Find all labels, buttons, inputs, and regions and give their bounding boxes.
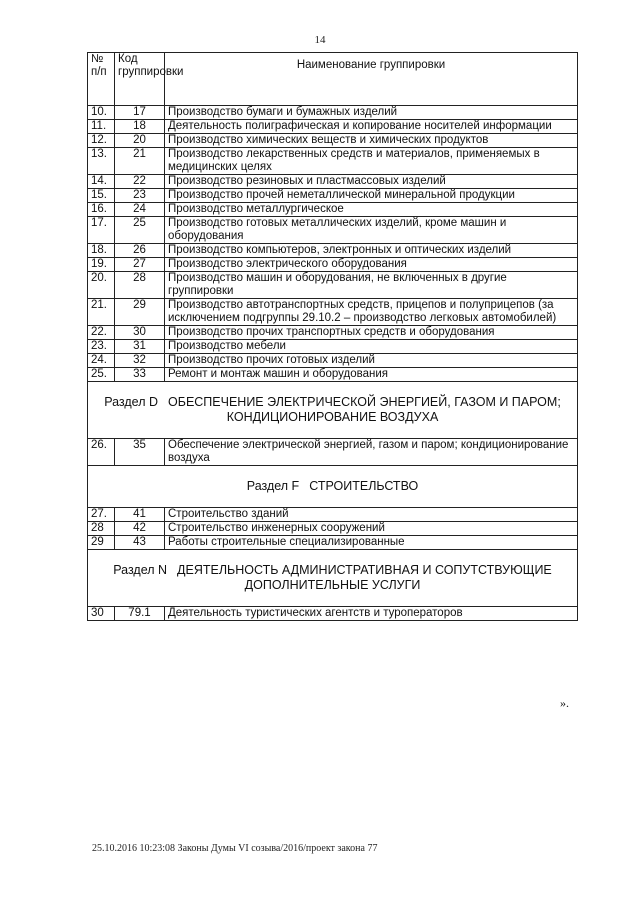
table-row — [88, 120, 578, 134]
row-name: Производство прочей неметаллической минеральной продукции — [165, 189, 578, 203]
row-code: 32 — [115, 354, 165, 368]
section-header-row — [88, 466, 578, 508]
row-code: 20 — [115, 134, 165, 148]
page-number: 14 — [314, 34, 326, 46]
document-footer: 25.10.2016 10:23:08 Законы Думы VI созыва/2016/проект закона 77 — [92, 843, 378, 854]
table-row — [88, 340, 578, 354]
section-header — [88, 550, 578, 607]
row-num: 11. — [88, 120, 115, 134]
row-code: 31 — [115, 340, 165, 354]
row-name: Производство автотранспортных средств, прицепов и полуприцепов (за исключением подгруппы 29.10.2 – производство легковых автомобилей) — [165, 299, 578, 326]
row-code: 17 — [115, 106, 165, 120]
table-row — [88, 522, 578, 536]
table-row — [88, 258, 578, 272]
classification-table — [87, 52, 578, 621]
row-code: 23 — [115, 189, 165, 203]
section-title: ДЕЯТЕЛЬНОСТЬ АДМИНИСТРАТИВНАЯ И СОПУТСТВУЮЩИЕ ДОПОЛНИТЕЛЬНЫЕ УСЛУГИ — [177, 563, 552, 592]
row-num: 17. — [88, 217, 115, 244]
table-row — [88, 244, 578, 258]
table-row — [88, 439, 578, 466]
table-row — [88, 354, 578, 368]
section-header — [88, 466, 578, 508]
row-code: 21 — [115, 148, 165, 175]
section-header-row — [88, 382, 578, 439]
row-code: 22 — [115, 175, 165, 189]
row-num: 30 — [88, 607, 115, 621]
table-header-row — [88, 53, 578, 106]
row-name: Производство бумаги и бумажных изделий — [165, 106, 578, 120]
section-header-row — [88, 550, 578, 607]
section-label: Раздел D — [104, 395, 159, 409]
closing-quote: ». — [560, 696, 569, 710]
table-row — [88, 134, 578, 148]
table-row — [88, 272, 578, 299]
table-body — [88, 106, 578, 621]
row-name: Деятельность туристических агентств и туроператоров — [165, 607, 578, 621]
row-code: 42 — [115, 522, 165, 536]
row-name: Строительство инженерных сооружений — [165, 522, 578, 536]
table-row — [88, 299, 578, 326]
table-row — [88, 536, 578, 550]
row-name: Производство резиновых и пластмассовых изделий — [165, 175, 578, 189]
header-name: Наименование группировки — [165, 53, 578, 106]
row-code: 79.1 — [115, 607, 165, 621]
row-name: Производство прочих транспортных средств и оборудования — [165, 326, 578, 340]
row-name: Строительство зданий — [165, 508, 578, 522]
table-row — [88, 607, 578, 621]
row-num: 15. — [88, 189, 115, 203]
row-num: 22. — [88, 326, 115, 340]
table-row — [88, 368, 578, 382]
row-code: 35 — [115, 439, 165, 466]
table-row — [88, 203, 578, 217]
row-name: Производство химических веществ и химических продуктов — [165, 134, 578, 148]
row-num: 18. — [88, 244, 115, 258]
row-code: 26 — [115, 244, 165, 258]
row-num: 28 — [88, 522, 115, 536]
header-num: № п/п — [88, 53, 115, 106]
table-row — [88, 175, 578, 189]
row-num: 27. — [88, 508, 115, 522]
row-num: 19. — [88, 258, 115, 272]
row-num: 13. — [88, 148, 115, 175]
row-code: 29 — [115, 299, 165, 326]
table-row — [88, 148, 578, 175]
row-num: 25. — [88, 368, 115, 382]
row-num: 12. — [88, 134, 115, 148]
row-num: 20. — [88, 272, 115, 299]
row-code: 18 — [115, 120, 165, 134]
row-num: 29 — [88, 536, 115, 550]
row-num: 10. — [88, 106, 115, 120]
row-code: 24 — [115, 203, 165, 217]
row-name: Производство мебели — [165, 340, 578, 354]
row-name: Производство прочих готовых изделий — [165, 354, 578, 368]
table-row — [88, 189, 578, 203]
row-num: 16. — [88, 203, 115, 217]
row-code: 41 — [115, 508, 165, 522]
row-name: Обеспечение электрической энергией, газом и паром; кондиционирование воздуха — [165, 439, 578, 466]
row-num: 26. — [88, 439, 115, 466]
row-num: 14. — [88, 175, 115, 189]
table-row — [88, 106, 578, 120]
section-title: ОБЕСПЕЧЕНИЕ ЭЛЕКТРИЧЕСКОЙ ЭНЕРГИЕЙ, ГАЗОМ И ПАРОМ; КОНДИЦИОНИРОВАНИЕ ВОЗДУХА — [168, 395, 561, 424]
row-name: Ремонт и монтаж машин и оборудования — [165, 368, 578, 382]
row-name: Производство готовых металлических изделий, кроме машин и оборудования — [165, 217, 578, 244]
row-code: 43 — [115, 536, 165, 550]
row-name: Деятельность полиграфическая и копирование носителей информации — [165, 120, 578, 134]
row-num: 23. — [88, 340, 115, 354]
row-code: 33 — [115, 368, 165, 382]
section-header — [88, 382, 578, 439]
table-row — [88, 326, 578, 340]
row-name: Производство металлургическое — [165, 203, 578, 217]
table-row — [88, 508, 578, 522]
row-code: 25 — [115, 217, 165, 244]
row-name: Работы строительные специализированные — [165, 536, 578, 550]
row-name: Производство машин и оборудования, не включенных в другие группировки — [165, 272, 578, 299]
row-code: 30 — [115, 326, 165, 340]
row-name: Производство электрического оборудования — [165, 258, 578, 272]
row-code: 27 — [115, 258, 165, 272]
section-title: СТРОИТЕЛЬСТВО — [309, 479, 419, 493]
table-row — [88, 217, 578, 244]
header-code: Код группировки — [115, 53, 165, 106]
row-code: 28 — [115, 272, 165, 299]
row-num: 21. — [88, 299, 115, 326]
row-num: 24. — [88, 354, 115, 368]
row-name: Производство лекарственных средств и материалов, применяемых в медицинских целях — [165, 148, 578, 175]
section-label: Раздел F — [246, 479, 300, 493]
row-name: Производство компьютеров, электронных и оптических изделий — [165, 244, 578, 258]
section-label: Раздел N — [113, 563, 168, 577]
